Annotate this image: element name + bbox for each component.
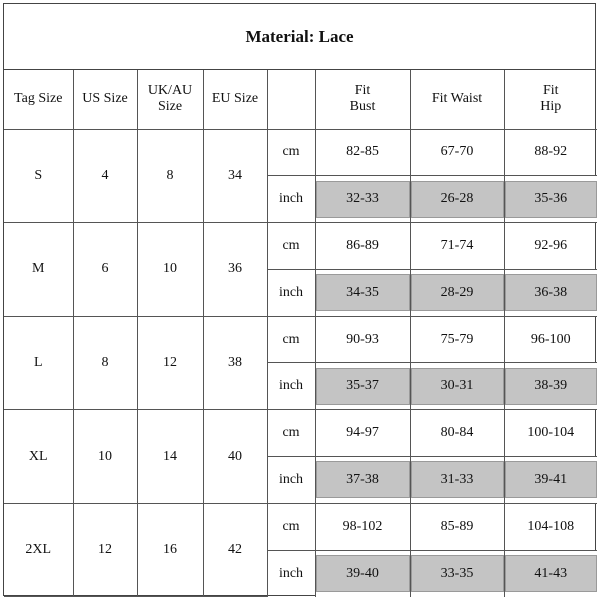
bust-inch-value: 32-33 — [316, 181, 410, 218]
waist-cm-cell: 67-70 — [410, 129, 504, 176]
header-unit — [267, 70, 315, 129]
tag-size-cell: L — [4, 316, 73, 410]
unit-inch-cell: inch — [267, 457, 315, 504]
header-fit-bust — [315, 70, 410, 129]
bust-cm-cell: 82-85 — [315, 129, 410, 176]
hip-inch-cell — [504, 176, 597, 223]
unit-inch-cell: inch — [267, 550, 315, 597]
unit-cm-cell: cm — [267, 316, 315, 363]
hip-inch-cell — [504, 363, 597, 410]
table-row — [4, 316, 597, 363]
us-size-cell: 8 — [73, 316, 137, 410]
bust-cm-cell: 90-93 — [315, 316, 410, 363]
hip-cm-cell: 100-104 — [504, 410, 597, 457]
eu-size-cell: 36 — [203, 223, 267, 317]
size-table — [4, 70, 597, 597]
ukau-size-cell: 8 — [137, 129, 203, 223]
waist-cm-cell: 71-74 — [410, 223, 504, 270]
bust-inch-value: 34-35 — [316, 274, 410, 311]
waist-cm-cell: 80-84 — [410, 410, 504, 457]
unit-inch-cell: inch — [267, 269, 315, 316]
waist-cm-cell: 85-89 — [410, 503, 504, 550]
us-size-cell: 10 — [73, 410, 137, 504]
ukau-size-cell: 10 — [137, 223, 203, 317]
bust-cm-cell: 98-102 — [315, 503, 410, 550]
ukau-size-cell: 12 — [137, 316, 203, 410]
us-size-cell: 4 — [73, 129, 137, 223]
hip-inch-cell — [504, 457, 597, 504]
us-size-cell: 6 — [73, 223, 137, 317]
hip-cm-cell: 104-108 — [504, 503, 597, 550]
eu-size-cell: 40 — [203, 410, 267, 504]
table-row — [4, 129, 597, 176]
header-ukau-line2: Size — [157, 99, 183, 115]
bust-inch-cell — [315, 550, 410, 597]
waist-inch-value: 26-28 — [411, 181, 504, 218]
hip-inch-value: 35-36 — [505, 181, 598, 218]
bust-inch-cell — [315, 457, 410, 504]
waist-inch-cell — [410, 269, 504, 316]
header-fit-hip-line2: Hip — [540, 99, 562, 115]
hip-inch-value: 41-43 — [505, 555, 598, 592]
bust-inch-cell — [315, 176, 410, 223]
bust-inch-cell — [315, 269, 410, 316]
tag-size-cell: 2XL — [4, 503, 73, 597]
waist-inch-cell — [410, 457, 504, 504]
hip-cm-cell: 88-92 — [504, 129, 597, 176]
header-row — [4, 70, 597, 129]
hip-inch-value: 39-41 — [505, 461, 598, 498]
bust-cm-cell: 86-89 — [315, 223, 410, 270]
header-fit-hip — [504, 70, 597, 129]
unit-inch-cell: inch — [267, 176, 315, 223]
tag-size-cell: XL — [4, 410, 73, 504]
waist-inch-value: 28-29 — [411, 274, 504, 311]
bust-inch-value: 35-37 — [316, 368, 410, 405]
hip-cm-cell: 92-96 — [504, 223, 597, 270]
eu-size-cell: 42 — [203, 503, 267, 597]
header-us-size: US Size — [73, 70, 137, 129]
table-row — [4, 503, 597, 550]
header-ukau-line1: UK/AU — [147, 83, 193, 99]
ukau-size-cell: 14 — [137, 410, 203, 504]
unit-cm-cell: cm — [267, 410, 315, 457]
header-fit-bust-line1: Fit — [354, 83, 371, 99]
unit-cm-cell: cm — [267, 129, 315, 176]
bust-inch-value: 37-38 — [316, 461, 410, 498]
us-size-cell: 12 — [73, 503, 137, 597]
waist-cm-cell: 75-79 — [410, 316, 504, 363]
header-eu-size: EU Size — [203, 70, 267, 129]
waist-inch-cell — [410, 363, 504, 410]
bust-inch-cell — [315, 363, 410, 410]
hip-cm-cell: 96-100 — [504, 316, 597, 363]
waist-inch-cell — [410, 176, 504, 223]
header-fit-waist: Fit Waist — [410, 70, 504, 129]
waist-inch-value: 33-35 — [411, 555, 504, 592]
unit-cm-cell: cm — [267, 223, 315, 270]
hip-inch-value: 38-39 — [505, 368, 598, 405]
tag-size-cell: S — [4, 129, 73, 223]
ukau-size-cell: 16 — [137, 503, 203, 597]
waist-inch-cell — [410, 550, 504, 597]
hip-inch-cell — [504, 269, 597, 316]
header-ukau-size — [137, 70, 203, 129]
header-tag-size: Tag Size — [4, 70, 73, 129]
hip-inch-cell — [504, 550, 597, 597]
unit-cm-cell: cm — [267, 503, 315, 550]
eu-size-cell: 34 — [203, 129, 267, 223]
unit-inch-cell: inch — [267, 363, 315, 410]
bust-cm-cell: 94-97 — [315, 410, 410, 457]
table-row — [4, 223, 597, 270]
waist-inch-value: 31-33 — [411, 461, 504, 498]
hip-inch-value: 36-38 — [505, 274, 598, 311]
waist-inch-value: 30-31 — [411, 368, 504, 405]
tag-size-cell: M — [4, 223, 73, 317]
header-fit-hip-line1: Fit — [542, 83, 559, 99]
bust-inch-value: 39-40 — [316, 555, 410, 592]
size-chart — [3, 3, 596, 596]
table-row — [4, 410, 597, 457]
header-fit-bust-line2: Bust — [349, 99, 376, 115]
eu-size-cell: 38 — [203, 316, 267, 410]
chart-title: Material: Lace — [4, 4, 595, 70]
